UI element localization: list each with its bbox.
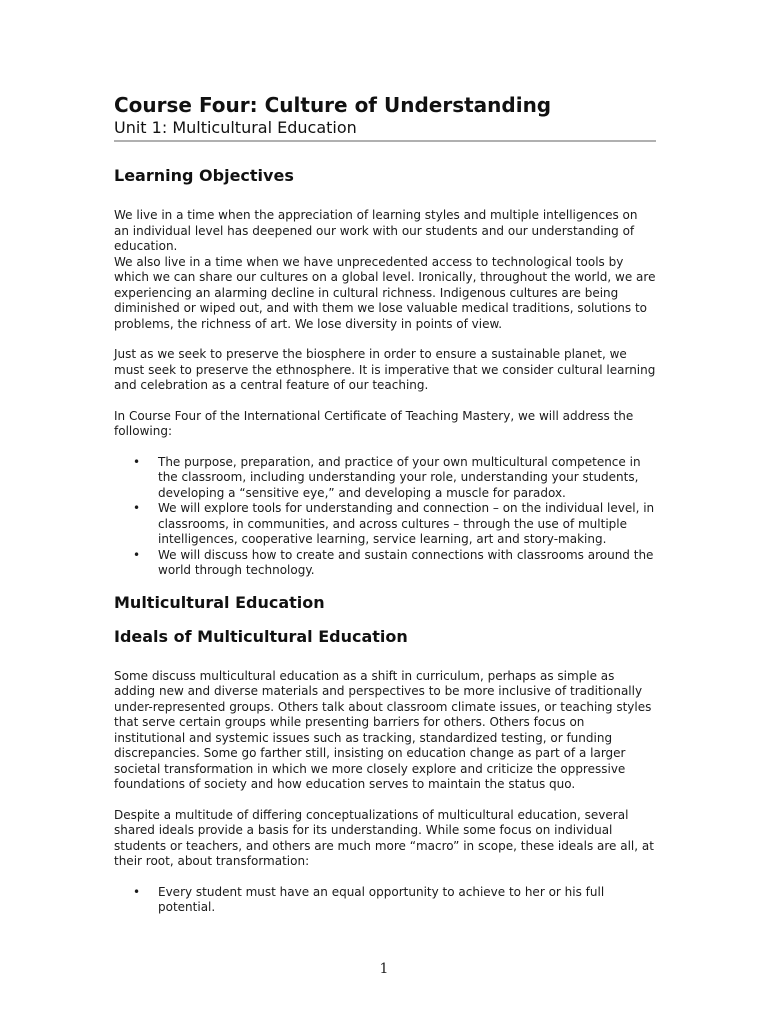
- page-number: 1: [379, 961, 389, 977]
- list-item-text: The purpose, preparation, and practice of your own multicultural competence in the classroom, including understanding your role, understanding your students, developing a “sensitive eye,” and developing a muscle for paradox.: [158, 454, 641, 500]
- course-title: Course Four: Culture of Understanding: [114, 93, 552, 117]
- list-item: [133, 547, 656, 579]
- bullet-icon: •: [133, 454, 141, 469]
- paragraph: Some discuss multicultural education as a shift in curriculum, perhaps as simple as adding new and diverse materials and perspectives to be more inclusive of traditionally under-represented groups. Others talk about classroom climate issues, or teaching styles that serve certain groups while presenting barriers for others. Others focus on institutional and systemic issues such as tracking, standardized testing, or funding discrepancies. Some go farther still, insisting on education change as part of a larger societal transformation in which we more closely explore and criticize the oppressive foundations of society and how education serves to maintain the status quo.: [114, 668, 652, 791]
- paragraph: Just as we seek to preserve the biosphere in order to ensure a sustainable planet, we must seek to preserve the ethnosphere. It is imperative that we consider cultural learning and celebration as a central feature of our teaching.: [114, 347, 656, 392]
- objectives-list: [114, 455, 656, 579]
- ideals-heading: Ideals of Multicultural Education: [114, 626, 408, 646]
- bullet-icon: •: [133, 884, 141, 899]
- paragraph: We also live in a time when we have unprecedented access to technological tools by which we can share our cultures on a global level. Ironically, throughout the world, we are experiencing an alarming decline in cultural richness. Indigenous cultures are being diminished or wiped out, and with them we lose valuable medical traditions, solutions to problems, the richness of art. We lose diversity in points of view.: [114, 254, 656, 331]
- unit-title: Unit 1: Multicultural Education: [114, 118, 656, 142]
- ideals-list: [114, 885, 656, 916]
- list-item: [133, 501, 656, 548]
- bullet-icon: •: [133, 501, 141, 515]
- document-page: [114, 92, 656, 916]
- learning-objectives-heading: Learning Objectives: [114, 166, 294, 185]
- bullet-icon: •: [133, 547, 141, 562]
- paragraph: In Course Four of the International Certificate of Teaching Mastery, we will address the following:: [114, 408, 634, 438]
- list-item: [133, 884, 656, 916]
- paragraph: Despite a multitude of differing conceptualizations of multicultural education, several shared ideals provide a basis for its understanding. While some focus on individual students or teachers, and others are much more “macro” in scope, these ideals are all, at their root, about transformation:: [114, 807, 654, 868]
- list-item: [133, 454, 656, 502]
- paragraph: We live in a time when the appreciation of learning styles and multiple intelligences on an individual level has deepened our work with our students and our understanding of education.: [114, 208, 638, 253]
- multicultural-education-heading: Multicultural Education: [114, 592, 325, 612]
- list-item-text: We will explore tools for understanding and connection – on the individual level, in classrooms, in communities, and across cultures – through the use of multiple intelligences, cooperative learning, service learning, art and story-making.: [158, 501, 655, 546]
- list-item-text: Every student must have an equal opportunity to achieve to her or his full potential.: [158, 884, 605, 914]
- list-item-text: We will discuss how to create and sustain connections with classrooms around the world through technology.: [158, 547, 654, 577]
